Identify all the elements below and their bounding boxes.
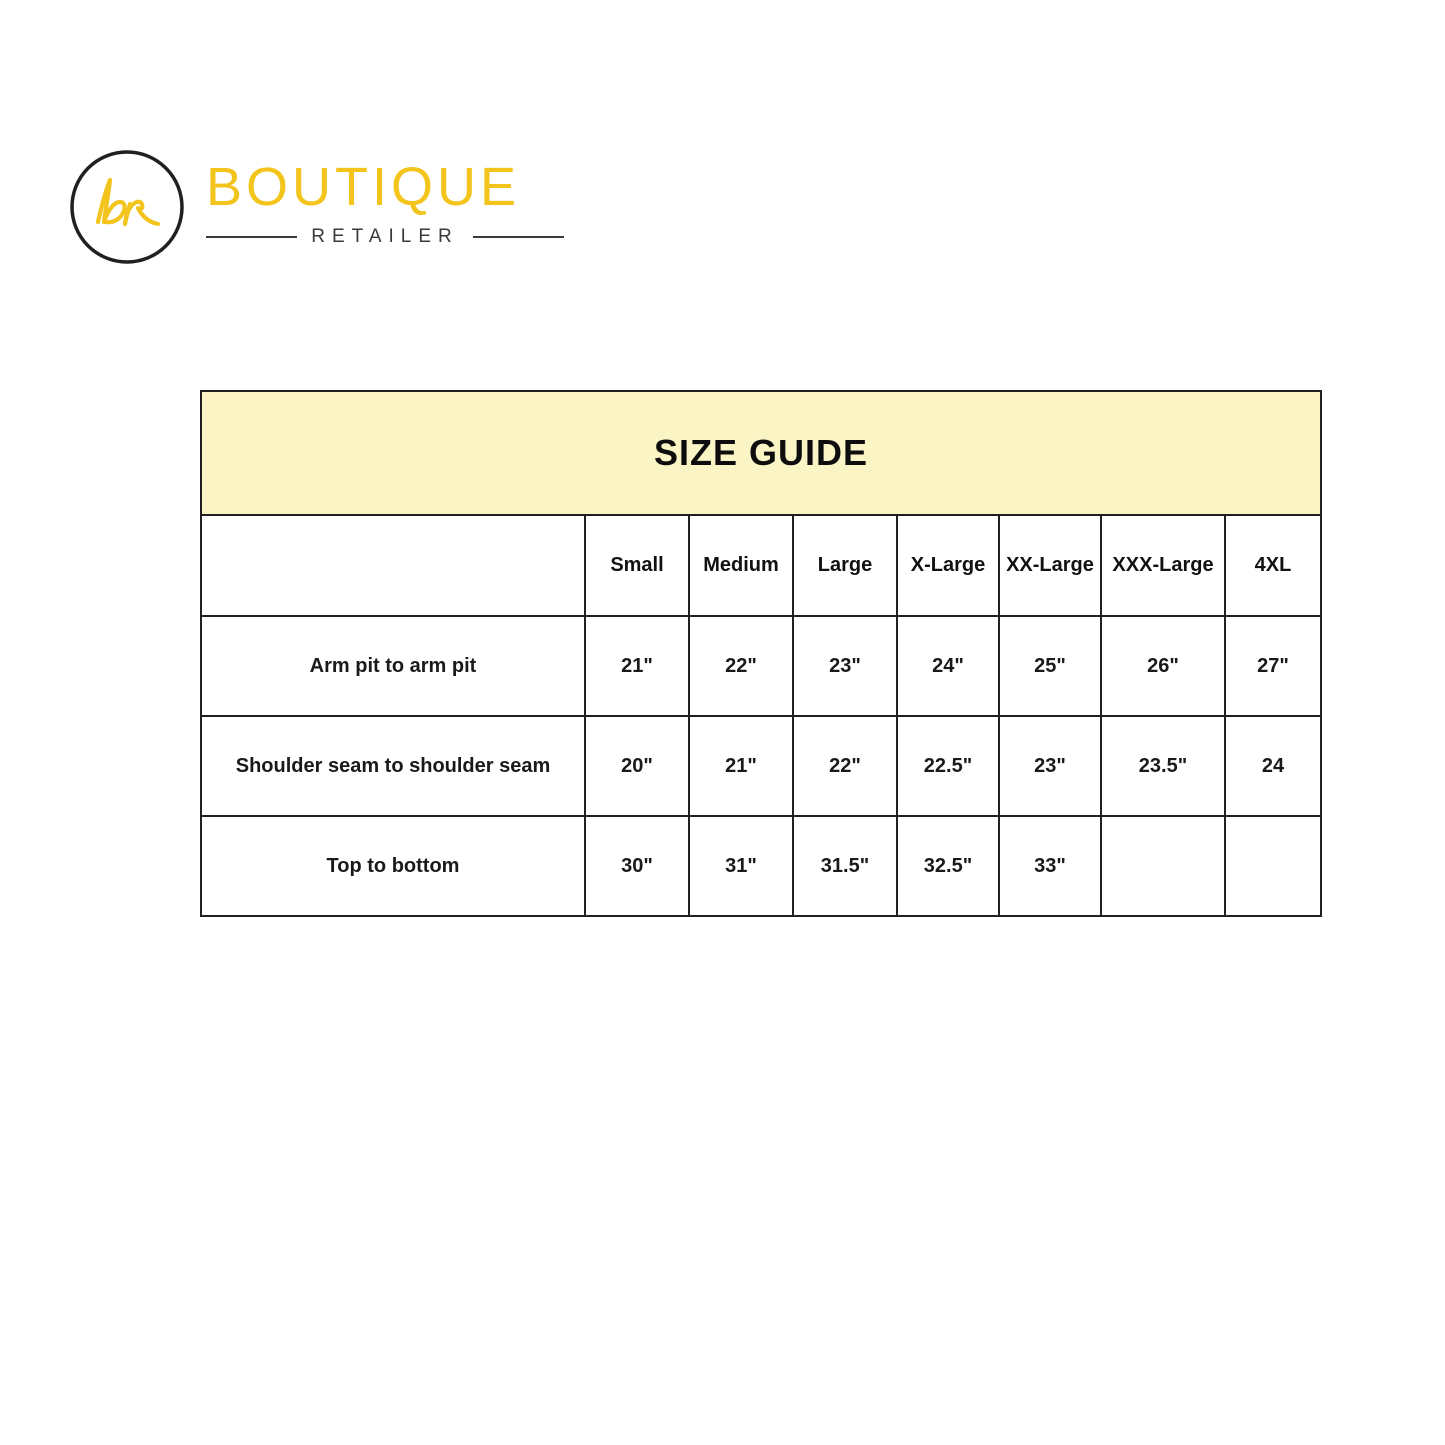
- table-row: [201, 816, 1321, 916]
- cell-top-to-bottom-x-large: 32.5": [897, 816, 999, 916]
- table-row: [201, 616, 1321, 716]
- logo-rule-right: [473, 236, 564, 238]
- size-guide-table-wrapper: [200, 390, 1320, 917]
- logo-title: BOUTIQUE: [206, 157, 521, 217]
- cell-shoulder-xx-large: 23": [999, 716, 1101, 816]
- cell-top-to-bottom-small: 30": [585, 816, 689, 916]
- column-header-xxx-large: XXX-Large: [1101, 515, 1225, 616]
- brand-logo: [68, 148, 668, 268]
- logo-subtitle: RETAILER: [311, 226, 459, 247]
- cell-shoulder-small: 20": [585, 716, 689, 816]
- table-title: SIZE GUIDE: [201, 391, 1321, 515]
- cell-armpit-medium: 22": [689, 616, 793, 716]
- logo-rule-left: [206, 236, 297, 238]
- column-header-x-large: X-Large: [897, 515, 999, 616]
- row-label-shoulder: Shoulder seam to shoulder seam: [201, 716, 585, 816]
- column-header-medium: Medium: [689, 515, 793, 616]
- cell-armpit-small: 21": [585, 616, 689, 716]
- column-header-xx-large: XX-Large: [999, 515, 1101, 616]
- logo-subtitle-row: [206, 226, 564, 248]
- cell-shoulder-large: 22": [793, 716, 897, 816]
- cell-top-to-bottom-xxx-large: [1101, 816, 1225, 916]
- cell-top-to-bottom-xx-large: 33": [999, 816, 1101, 916]
- row-label-armpit: Arm pit to arm pit: [201, 616, 585, 716]
- cell-armpit-xx-large: 25": [999, 616, 1101, 716]
- size-guide-table: [200, 390, 1322, 917]
- table-row: [201, 716, 1321, 816]
- row-label-top-to-bottom: Top to bottom: [201, 816, 585, 916]
- table-header-row: [201, 515, 1321, 616]
- column-header-small: Small: [585, 515, 689, 616]
- cell-shoulder-xxx-large: 23.5": [1101, 716, 1225, 816]
- cell-armpit-large: 23": [793, 616, 897, 716]
- cell-shoulder-4xl: 24: [1225, 716, 1321, 816]
- column-header-4xl: 4XL: [1225, 515, 1321, 616]
- cell-top-to-bottom-4xl: [1225, 816, 1321, 916]
- cell-shoulder-medium: 21": [689, 716, 793, 816]
- cell-top-to-bottom-medium: 31": [689, 816, 793, 916]
- cell-shoulder-x-large: 22.5": [897, 716, 999, 816]
- cell-armpit-x-large: 24": [897, 616, 999, 716]
- column-header-large: Large: [793, 515, 897, 616]
- cell-top-to-bottom-large: 31.5": [793, 816, 897, 916]
- table-title-row: [201, 391, 1321, 515]
- cell-armpit-4xl: 27": [1225, 616, 1321, 716]
- logo-monogram-icon: [68, 148, 186, 266]
- logo-wordmark: [206, 157, 626, 248]
- cell-armpit-xxx-large: 26": [1101, 616, 1225, 716]
- header-corner-cell: [201, 515, 585, 616]
